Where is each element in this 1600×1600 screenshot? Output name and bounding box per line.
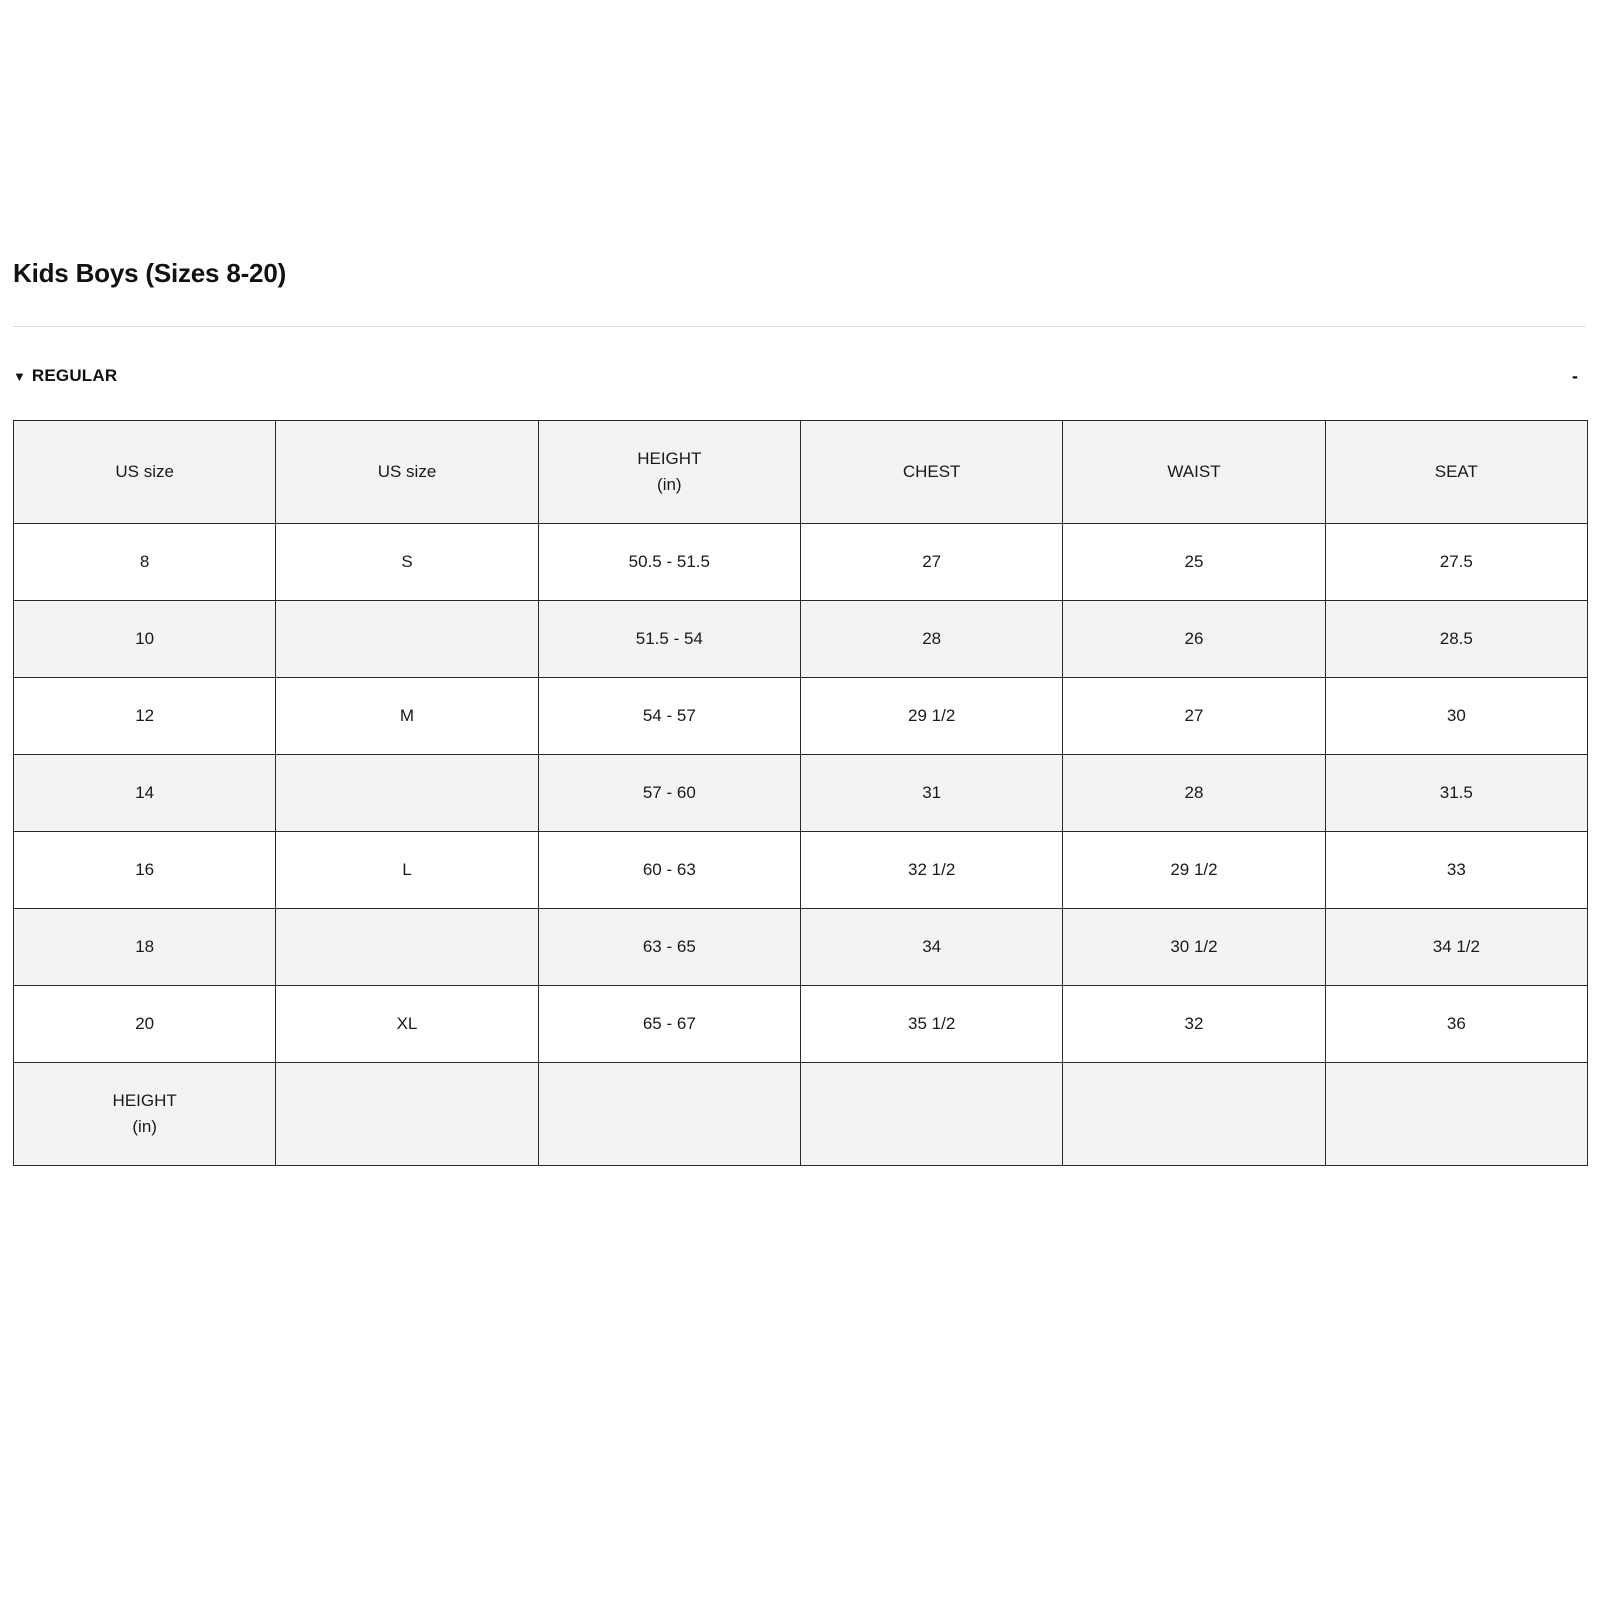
table-cell (276, 601, 538, 678)
table-cell: 32 (1063, 986, 1325, 1063)
size-chart-table (13, 420, 1588, 1166)
footer-cell-empty (538, 1063, 800, 1166)
table-cell: XL (276, 986, 538, 1063)
section-header-left (13, 366, 117, 386)
header-cell-chest: CHEST (800, 421, 1062, 524)
table-cell: L (276, 832, 538, 909)
table-cell: 29 1/2 (800, 678, 1062, 755)
table-cell (276, 909, 538, 986)
table-cell: 54 - 57 (538, 678, 800, 755)
table-cell: 34 (800, 909, 1062, 986)
table-cell: 27 (1063, 678, 1325, 755)
table-cell: 33 (1325, 832, 1587, 909)
header-cell-us-size-letter: US size (276, 421, 538, 524)
footer-cell-empty (276, 1063, 538, 1166)
footer-cell-empty (800, 1063, 1062, 1166)
table-cell: 10 (14, 601, 276, 678)
table-cell: 60 - 63 (538, 832, 800, 909)
table-cell: 27.5 (1325, 524, 1587, 601)
table-cell: 27 (800, 524, 1062, 601)
table-cell: 29 1/2 (1063, 832, 1325, 909)
table-row (14, 909, 1588, 986)
table-cell: 25 (1063, 524, 1325, 601)
table-cell: 31 (800, 755, 1062, 832)
table-footer-row (14, 1063, 1588, 1166)
header-cell-seat: SEAT (1325, 421, 1587, 524)
table-cell: 57 - 60 (538, 755, 800, 832)
table-cell: 30 1/2 (1063, 909, 1325, 986)
table-header-row (14, 421, 1588, 524)
table-cell: 50.5 - 51.5 (538, 524, 800, 601)
table-row (14, 755, 1588, 832)
table-row (14, 601, 1588, 678)
table-cell: 12 (14, 678, 276, 755)
header-cell-height: HEIGHT (in) (538, 421, 800, 524)
table-cell: 34 1/2 (1325, 909, 1587, 986)
table-cell (276, 755, 538, 832)
footer-cell-empty (1063, 1063, 1325, 1166)
collapse-icon[interactable]: - (1572, 365, 1578, 386)
regular-section-toggle[interactable] (13, 364, 1586, 388)
table-cell: 20 (14, 986, 276, 1063)
table-cell: 8 (14, 524, 276, 601)
footer-cell-empty (1325, 1063, 1587, 1166)
table-cell: 28 (1063, 755, 1325, 832)
table-cell: 26 (1063, 601, 1325, 678)
footer-cell-height: HEIGHT (in) (14, 1063, 276, 1166)
table-cell: 32 1/2 (800, 832, 1062, 909)
table-cell: M (276, 678, 538, 755)
table-row (14, 986, 1588, 1063)
table-cell: 63 - 65 (538, 909, 800, 986)
table-cell: 28.5 (1325, 601, 1587, 678)
caret-down-icon: ▼ (13, 368, 26, 384)
table-cell: 18 (14, 909, 276, 986)
table-cell: 28 (800, 601, 1062, 678)
title-divider (13, 326, 1586, 327)
table-row (14, 678, 1588, 755)
table-cell: 36 (1325, 986, 1587, 1063)
header-cell-us-size: US size (14, 421, 276, 524)
table-cell: 30 (1325, 678, 1587, 755)
table-row (14, 832, 1588, 909)
table-cell: 51.5 - 54 (538, 601, 800, 678)
table-row (14, 524, 1588, 601)
page-title: Kids Boys (Sizes 8-20) (13, 258, 287, 288)
table-cell: 16 (14, 832, 276, 909)
table-cell: 65 - 67 (538, 986, 800, 1063)
table-cell: S (276, 524, 538, 601)
section-label: REGULAR (31, 366, 118, 385)
table-cell: 14 (14, 755, 276, 832)
table-cell: 31.5 (1325, 755, 1587, 832)
table-cell: 35 1/2 (800, 986, 1062, 1063)
header-cell-waist: WAIST (1063, 421, 1325, 524)
